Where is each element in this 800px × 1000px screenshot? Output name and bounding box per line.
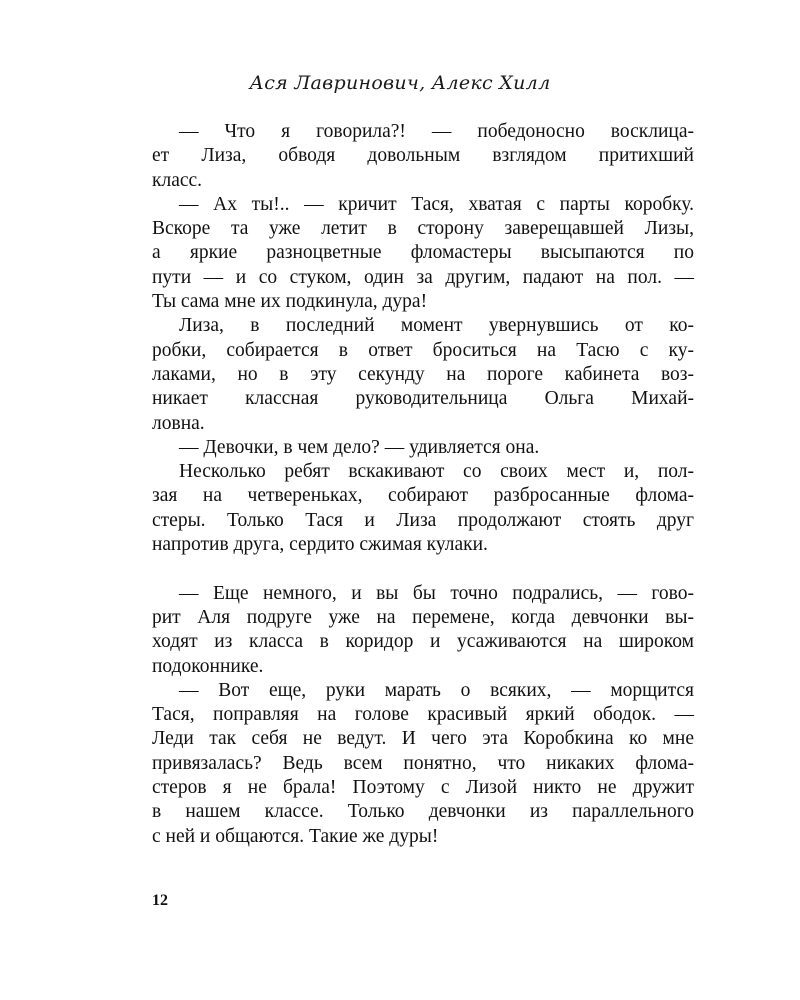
text-line: Тася, поправляя на голове красивый яркий ободок. — [152,704,694,726]
text-line: робки, собирается в ответ броситься на Тасю с ку- [152,339,694,361]
text-line: ет Лиза, обводя довольным взглядом притихший [152,145,694,167]
text-line: — Что я говорила?! — победоносно восклица- [179,121,694,142]
text-line: в нашем классе. Только девчонки из параллельного [152,801,694,823]
text-line: Ты сама мне их подкинула, дура! [152,291,428,313]
page-number: 12 [152,892,168,909]
text-line: ловна. [152,412,205,434]
text-line: — Еще немного, и вы бы точно подрались, — гово- [179,582,694,604]
running-head-authors: Ася Лавринович, Алекс Хилл [249,72,551,94]
text-line: пути — и со стуком, один за другим, падают на пол. — [152,266,694,288]
text-line: Лиза, в последний момент увернувшись от ко- [179,315,694,337]
text-line: подоконнике. [152,655,264,677]
text-line: Леди так себя не ведут. И чего эта Коробкина ко мне [152,728,694,750]
text-line: напротив друга, сердито сжимая кулаки. [152,534,488,556]
text-line: лаками, но в эту секунду на пороге кабинета воз- [152,363,694,385]
text-line: стеров я не брала! Поэтому с Лизой никто не дружит [152,777,694,799]
text-line: Несколько ребят вскакивают со своих мест и, пол- [179,461,694,483]
text-line: — Девочки, в чем дело? — удивляется она. [179,436,540,458]
body-text [152,120,694,849]
text-line: привязалась? Ведь всем понятно, что никаких флома- [152,752,694,774]
text-line: зая на четвереньках, собирают разбросанные флома- [152,485,694,507]
text-line: ходят из класса в коридор и усаживаются на широком [152,631,694,653]
text-line: — Вот еще, руки марать о всяких, — морщится [179,679,694,701]
text-line: рит Аля подруге уже на перемене, когда девчонки вы- [152,606,694,628]
text-line: Вскоре та уже летит в сторону заверещавшей Лизы, [152,218,694,240]
text-line: — Ах ты!.. — кричит Тася, хватая с парты коробку. [179,193,694,215]
text-line: а яркие разноцветные фломастеры высыпаются по [152,242,694,264]
text-line: с ней и общаются. Такие же дуры! [152,825,439,847]
text-line: класс. [152,169,203,191]
text-line: стеры. Только Тася и Лиза продолжают стоять друг [152,509,694,531]
text-line: никает классная руководительница Ольга Михай- [152,388,694,410]
section-break [152,557,694,581]
